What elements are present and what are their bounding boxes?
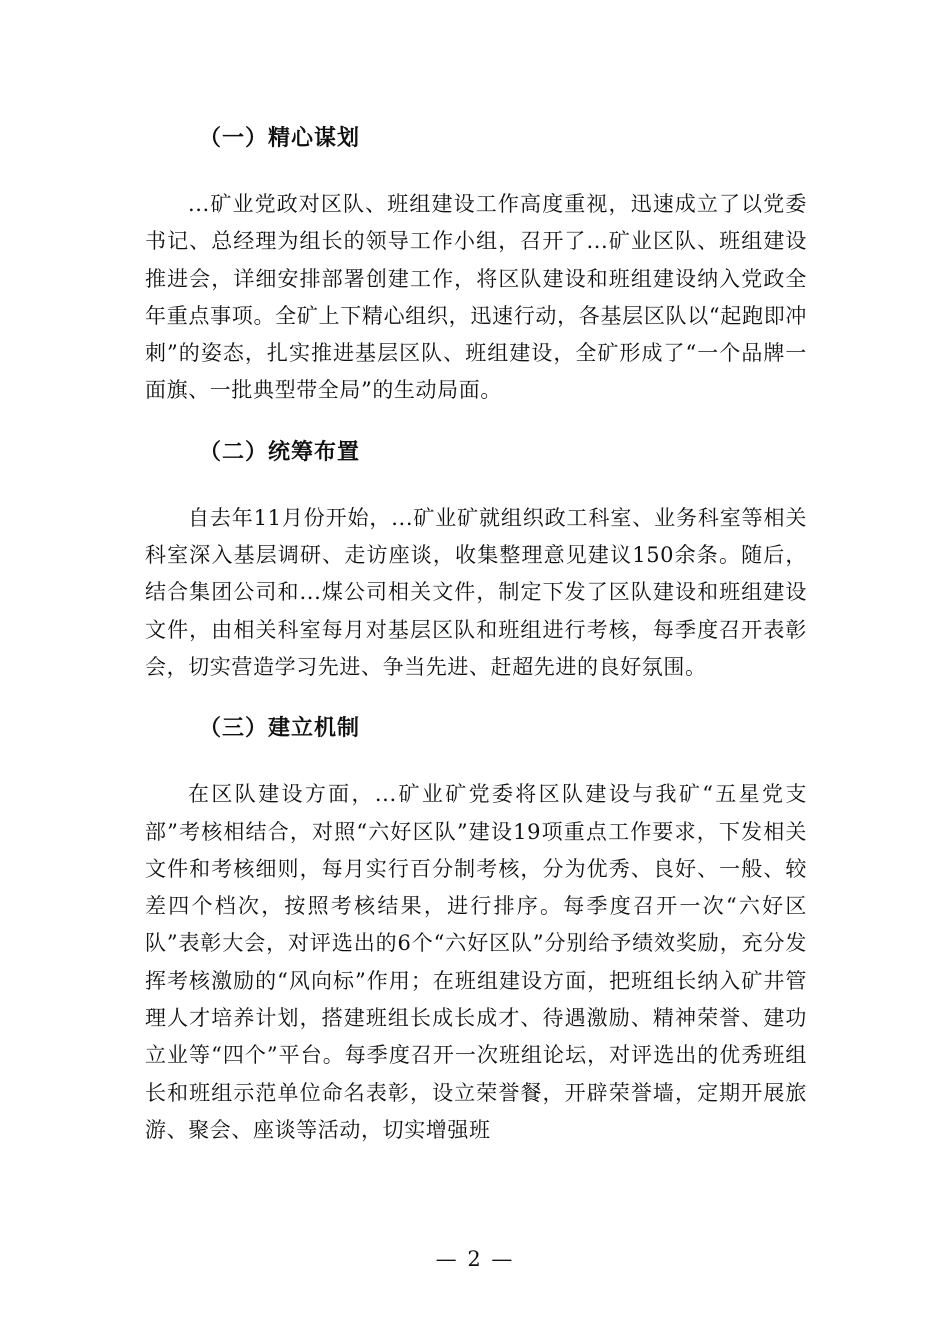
section-heading-3: （三）建立机制	[199, 716, 361, 742]
section-paragraph-1: ...矿业党政对区队、班组建设工作高度重视，迅速成立了以党委书记、总经理为组长的领导工作小组，召开了...矿业区队、班组建设推进会，详细安排部署创建工作，将区队建设和班组建设纳入党政全年重点事项。全矿上下精心组织，迅速行动，各基层区队以“起跑即冲刺”的姿态，扎实推进基层区队、班组建设，全矿形成了“一个品牌一面旗、一批典型带全局”的生动局面。	[145, 192, 807, 403]
section-heading-2: （二）统筹布置	[199, 439, 361, 465]
section-paragraph-2: 自去年11月份开始，...矿业矿就组织政工科室、业务科室等相关科室深入基层调研、走访座谈，收集整理意见建议150余条。随后，结合集团公司和...煤公司相关文件，制定下发了区队建设和班组建设文件，由相关科室每月对基层区队和班组进行考核，每季度召开表彰会，切实营造学习先进、争当先进、赶超先进的良好氛围。	[145, 505, 807, 679]
page-number: — 2 —	[435, 1247, 515, 1271]
section-paragraph-3: 在区队建设方面，...矿业矿党委将区队建设与我矿“五星党支部”考核相结合，对照“六好区队”建设19项重点工作要求，下发相关文件和考核细则，每月实行百分制考核，分为优秀、良好、一般、较差四个档次，按照考核结果，进行排序。每季度召开一次“六好区队”表彰大会，对评选出的6个“六好区队”分别给予绩效奖励，充分发挥考核激励的“风向标”作用；在班组建设方面，把班组长纳入矿井管理人才培养计划，搭建班组长成长成才、待遇激励、精神荣誉、建功立业等“四个”平台。每季度召开一次班组论坛，对评选出的优秀班组长和班组示范单位命名表彰，设立荣誉餐，开辟荣誉墙，定期开展旅游、聚会、座谈等活动，切实增强班	[145, 782, 807, 1142]
document-body	[145, 118, 807, 1149]
section-heading-1: （一）精心谋划	[199, 126, 361, 151]
